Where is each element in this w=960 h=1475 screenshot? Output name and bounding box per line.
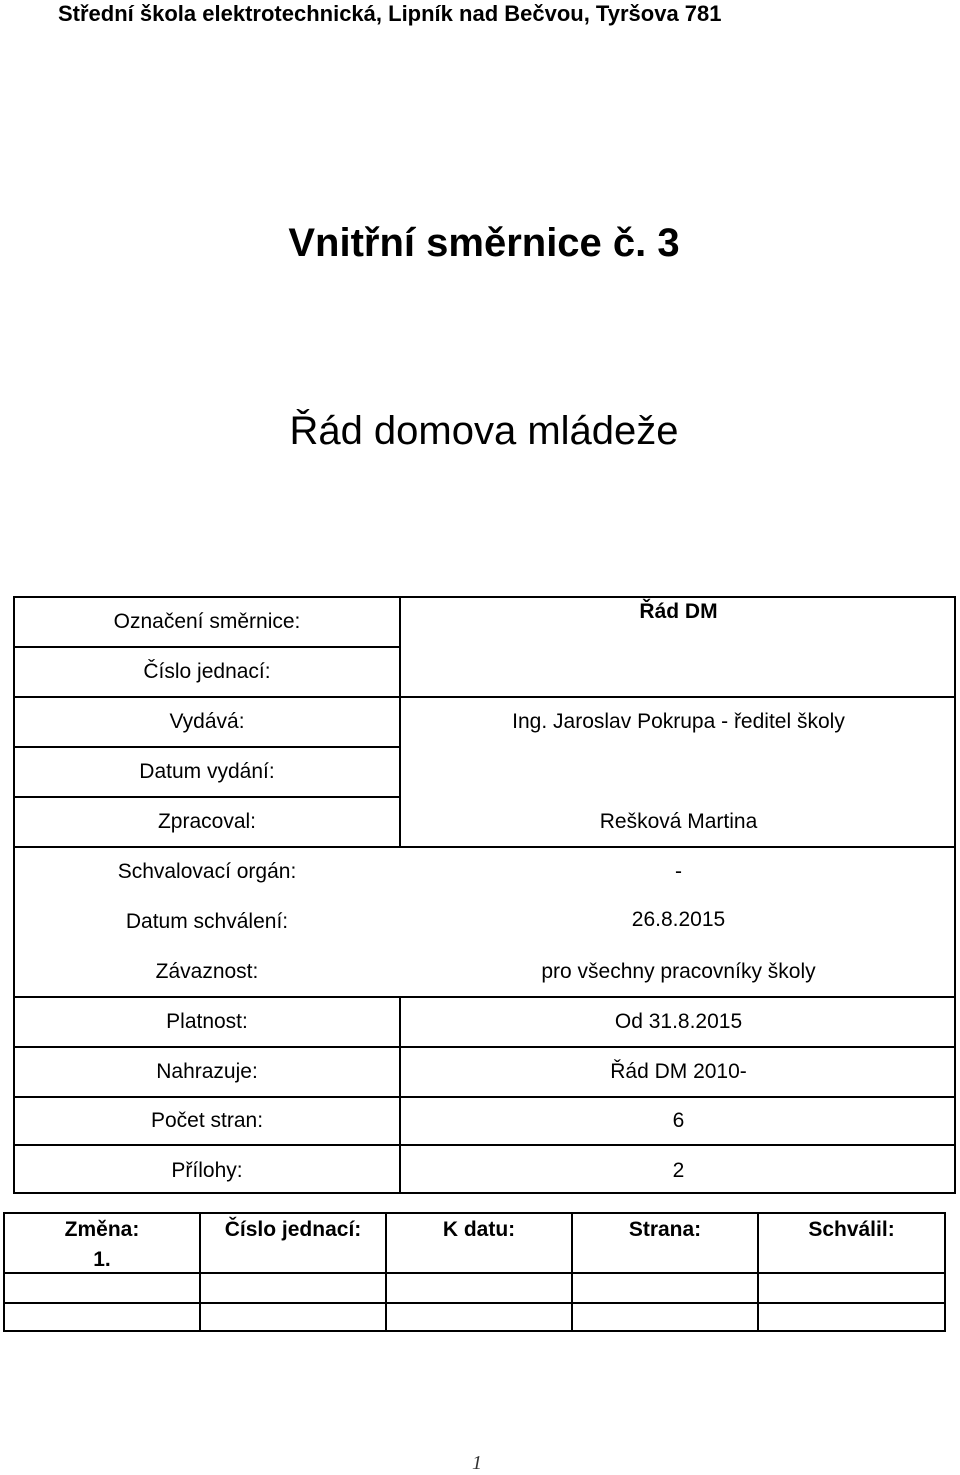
label-replaces: Nahrazuje: [156, 1060, 258, 1083]
value-prepared-by: Rešková Martina [599, 810, 758, 833]
table-divider [15, 746, 399, 748]
label-attachments: Přílohy: [171, 1159, 243, 1182]
value-attachments: 2 [672, 1159, 685, 1182]
value-designation: Řád DM [639, 600, 718, 623]
header-date: K datu: [442, 1218, 516, 1241]
page-number: 1 [472, 1452, 482, 1474]
table-divider [15, 996, 954, 998]
value-issued-by: Ing. Jaroslav Pokrupa - ředitel školy [512, 710, 845, 733]
change-number: 1. [93, 1248, 111, 1271]
label-approving-body: Schvalovací orgán: [117, 860, 297, 883]
label-approval-date: Datum schválení: [125, 910, 289, 933]
table-divider [15, 1046, 954, 1048]
table-divider [15, 646, 399, 648]
school-header: Střední škola elektrotechnická, Lipník nad Bečvou, Tyršova 781 [58, 1, 722, 26]
table-divider [15, 1144, 954, 1146]
value-approval-date: 26.8.2015 [631, 908, 726, 931]
value-approving-body: - [675, 860, 682, 883]
label-issued-by: Vydává: [169, 710, 245, 733]
changes-table [3, 1212, 946, 1332]
header-approved-by: Schválil: [808, 1218, 895, 1241]
table-divider [5, 1302, 944, 1304]
table-divider [15, 846, 954, 848]
value-binding: pro všechny pracovníky školy [541, 960, 816, 983]
table-divider [15, 1096, 954, 1098]
label-validity: Platnost: [166, 1010, 248, 1033]
label-binding: Závaznost: [155, 960, 259, 983]
header-page: Strana: [628, 1218, 702, 1241]
value-replaces: Řád DM 2010- [610, 1060, 747, 1083]
header-reference-number: Číslo jednací: [224, 1218, 362, 1241]
info-table [13, 596, 956, 1194]
label-page-count: Počet stran: [150, 1109, 264, 1132]
header-change: Změna: [64, 1218, 140, 1241]
document-title: Vnitřní směrnice č. 3 [288, 221, 680, 265]
value-page-count: 6 [672, 1109, 685, 1132]
label-reference-number: Číslo jednací: [143, 660, 271, 683]
label-designation: Označení směrnice: [113, 610, 301, 633]
label-issue-date: Datum vydání: [139, 760, 275, 783]
table-divider [15, 696, 954, 698]
document-subtitle: Řád domova mládeže [289, 409, 679, 453]
table-divider [15, 796, 399, 798]
value-validity: Od 31.8.2015 [614, 1010, 743, 1033]
label-prepared-by: Zpracoval: [157, 810, 257, 833]
